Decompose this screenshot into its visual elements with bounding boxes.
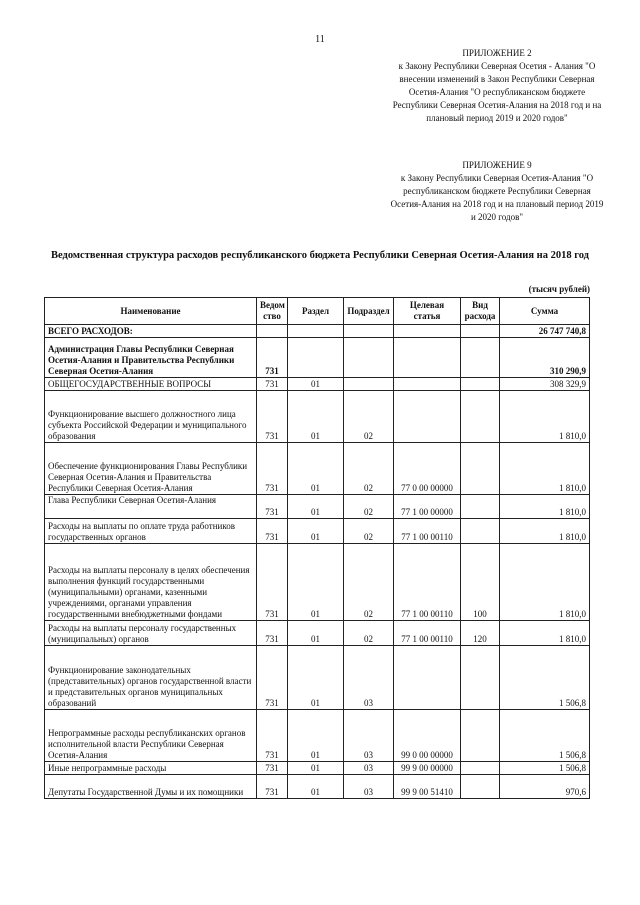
row-exp-type — [461, 519, 500, 544]
appendix-9-block — [388, 159, 606, 224]
row-exp-type: 120 — [461, 621, 500, 646]
row-target: 99 9 00 00000 — [394, 762, 461, 775]
row-amount: 308 329,9 — [500, 378, 590, 391]
page-number: 11 — [315, 34, 325, 45]
table-row — [45, 646, 590, 710]
row-subsection: 02 — [344, 495, 394, 519]
row-target — [394, 338, 461, 378]
row-exp-type — [461, 710, 500, 762]
row-dept: 731 — [257, 544, 288, 621]
header-subsection: Подраздел — [344, 298, 394, 325]
row-exp-type — [461, 495, 500, 519]
row-exp-type — [461, 325, 500, 338]
row-target — [394, 325, 461, 338]
table-row — [45, 495, 590, 519]
row-section: 01 — [288, 378, 344, 391]
row-target — [394, 378, 461, 391]
row-dept: 731 — [257, 378, 288, 391]
row-section: 01 — [288, 762, 344, 775]
row-section: 01 — [288, 621, 344, 646]
row-amount: 1 810,0 — [500, 621, 590, 646]
row-subsection: 02 — [344, 621, 394, 646]
row-section: 01 — [288, 710, 344, 762]
row-name: Расходы на выплаты персоналу в целях обеспечения выполнения функций государственными (муниципальными) органами, казенными учреждениями, органами управления государственными внебюджетными фондами — [45, 544, 257, 621]
table-row — [45, 762, 590, 775]
table-row — [45, 325, 590, 338]
row-name: Непрограммные расходы республиканских органов исполнительной власти Республики Северная Осетия-Алания — [45, 710, 257, 762]
row-exp-type — [461, 762, 500, 775]
row-name: Депутаты Государственной Думы и их помощники — [45, 775, 257, 799]
header-amount: Сумма — [500, 298, 590, 325]
row-amount: 970,6 — [500, 775, 590, 799]
appendix-2-block — [388, 47, 606, 125]
row-name: Функционирование законодательных (представительных) органов государственной власти и представительных органов муниципальных образований — [45, 646, 257, 710]
document-title: Ведомственная структура расходов республиканского бюджета Республики Северная Осетия-Алания на 2018 год — [51, 250, 589, 261]
appendix-9-title: ПРИЛОЖЕНИЕ 9 — [462, 160, 532, 170]
header-name: Наименование — [45, 298, 257, 325]
row-target — [394, 391, 461, 443]
row-amount: 1 810,0 — [500, 443, 590, 495]
row-section: 01 — [288, 544, 344, 621]
row-subsection: 02 — [344, 443, 394, 495]
table-row — [45, 519, 590, 544]
row-section — [288, 338, 344, 378]
row-subsection: 02 — [344, 391, 394, 443]
row-subsection — [344, 325, 394, 338]
row-dept: 731 — [257, 710, 288, 762]
row-subsection — [344, 338, 394, 378]
row-subsection: 03 — [344, 710, 394, 762]
row-dept — [257, 325, 288, 338]
row-name: Администрация Главы Республики Северная Осетия-Алания и Правительства Республики Северная Осетия-Алания — [45, 338, 257, 378]
row-target: 99 0 00 00000 — [394, 710, 461, 762]
row-name: Иные непрограммные расходы — [45, 762, 257, 775]
row-exp-type — [461, 378, 500, 391]
row-exp-type — [461, 391, 500, 443]
appendix-9-text: к Закону Республики Северная Осетия-Алания "О республиканском бюджете Республики Северная Осетия-Алания на 2018 год и на плановый период 2019 и 2020 годов" — [390, 173, 604, 222]
row-amount: 1 810,0 — [500, 391, 590, 443]
row-target: 77 1 00 00110 — [394, 621, 461, 646]
table-header-row — [45, 298, 590, 325]
appendix-2-text: к Закону Республики Северная Осетия - Алания "О внесении изменений в Закон Республики Северная Осетия-Алания "О республиканском бюджете Республики Северная Осетия-Алания на 2018 год и на плановый период 2019 и 2020 годов" — [392, 61, 602, 123]
header-exp-type: Вид расхода — [461, 298, 500, 325]
row-subsection — [344, 378, 394, 391]
table-row — [45, 378, 590, 391]
row-name: Обеспечение функционирования Главы Республики Северная Осетия-Алания и Правительства Республики Северная Осетия-Алания — [45, 443, 257, 495]
row-dept: 731 — [257, 391, 288, 443]
table-row — [45, 621, 590, 646]
table-row — [45, 775, 590, 799]
row-amount: 26 747 740,8 — [500, 325, 590, 338]
row-target: 77 1 00 00110 — [394, 544, 461, 621]
header-section: Раздел — [288, 298, 344, 325]
row-target: 99 9 00 51410 — [394, 775, 461, 799]
row-exp-type — [461, 646, 500, 710]
row-dept: 731 — [257, 775, 288, 799]
row-subsection: 02 — [344, 544, 394, 621]
row-name: Глава Республики Северная Осетия-Алания — [45, 495, 257, 519]
row-dept: 731 — [257, 519, 288, 544]
table-row — [45, 710, 590, 762]
header-dept: Ведом ство — [257, 298, 288, 325]
row-section: 01 — [288, 495, 344, 519]
row-section: 01 — [288, 519, 344, 544]
row-target: 77 1 00 00000 — [394, 495, 461, 519]
row-amount: 1 810,0 — [500, 544, 590, 621]
units-label: (тысяч рублей) — [528, 284, 590, 294]
header-target: Целевая статья — [394, 298, 461, 325]
row-section: 01 — [288, 646, 344, 710]
row-dept: 731 — [257, 646, 288, 710]
row-name: ОБЩЕГОСУДАРСТВЕННЫЕ ВОПРОСЫ — [45, 378, 257, 391]
row-target — [394, 646, 461, 710]
row-amount: 1 810,0 — [500, 519, 590, 544]
table-row — [45, 443, 590, 495]
row-section: 01 — [288, 391, 344, 443]
row-dept: 731 — [257, 495, 288, 519]
row-section: 01 — [288, 775, 344, 799]
row-name: Расходы на выплаты персоналу государственных (муниципальных) органов — [45, 621, 257, 646]
table-row — [45, 544, 590, 621]
row-name: Расходы на выплаты по оплате труда работников государственных органов — [45, 519, 257, 544]
row-amount: 1 506,8 — [500, 710, 590, 762]
row-exp-type — [461, 338, 500, 378]
row-name: Функционирование высшего должностного лица субъекта Российской Федерации и муниципального образования — [45, 391, 257, 443]
row-name: ВСЕГО РАСХОДОВ: — [45, 325, 257, 338]
table-row — [45, 338, 590, 378]
row-subsection: 03 — [344, 646, 394, 710]
row-section — [288, 325, 344, 338]
row-section: 01 — [288, 443, 344, 495]
budget-table — [44, 297, 590, 799]
row-exp-type — [461, 775, 500, 799]
row-amount: 1 506,8 — [500, 646, 590, 710]
row-amount: 1 810,0 — [500, 495, 590, 519]
row-exp-type: 100 — [461, 544, 500, 621]
row-subsection: 02 — [344, 519, 394, 544]
table-row — [45, 391, 590, 443]
row-dept: 731 — [257, 621, 288, 646]
row-dept: 731 — [257, 762, 288, 775]
row-subsection: 03 — [344, 762, 394, 775]
appendix-2-title: ПРИЛОЖЕНИЕ 2 — [462, 48, 532, 58]
row-dept: 731 — [257, 443, 288, 495]
row-amount: 1 506,8 — [500, 762, 590, 775]
row-amount: 310 290,9 — [500, 338, 590, 378]
row-subsection: 03 — [344, 775, 394, 799]
row-dept: 731 — [257, 338, 288, 378]
row-target: 77 0 00 00000 — [394, 443, 461, 495]
row-exp-type — [461, 443, 500, 495]
row-target: 77 1 00 00110 — [394, 519, 461, 544]
